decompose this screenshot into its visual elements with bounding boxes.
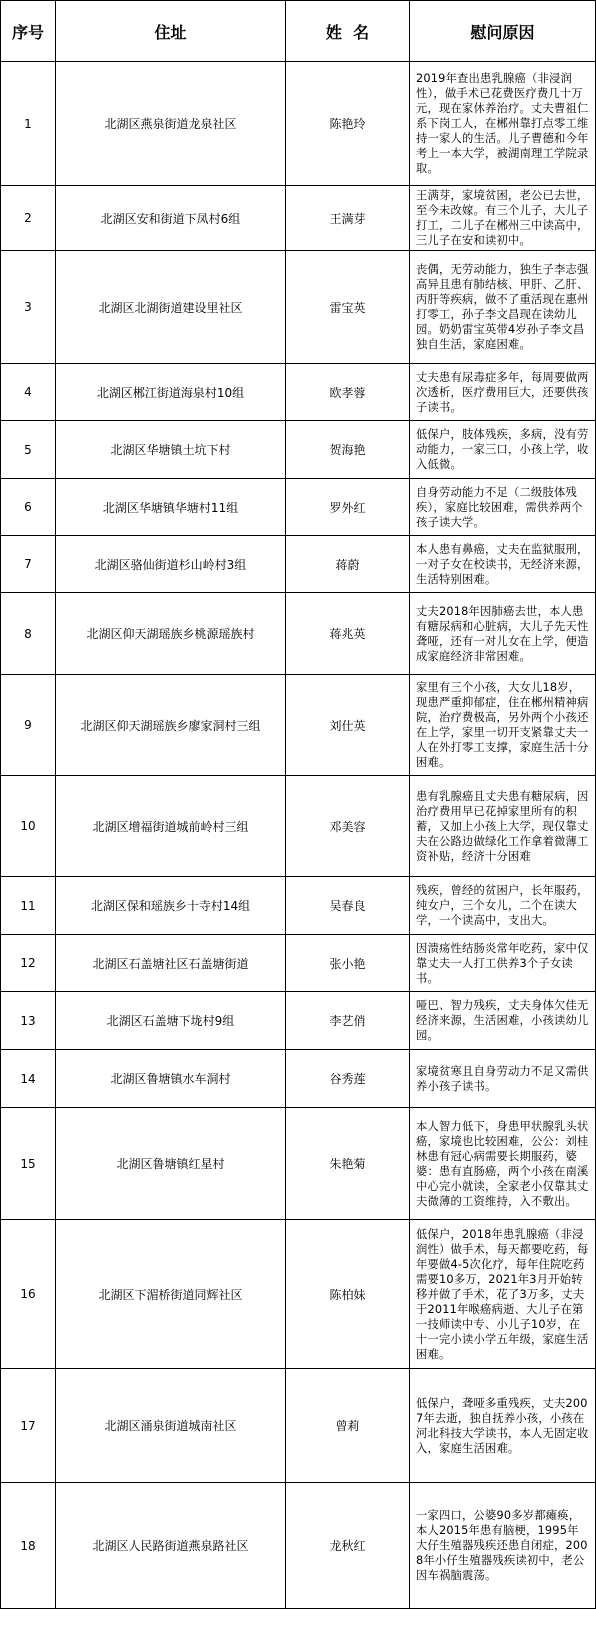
table-row <box>1 1108 596 1220</box>
row-address: 北湖区仰天湖瑶族乡桃源瑶族村 <box>56 593 286 675</box>
row-reason: 王满芽，家境贫困，老公已去世，至今未改嫁。有三个儿子，大儿子打工，二儿子在郴州三中读高中，三儿子在安和读初中。 <box>410 186 596 251</box>
header-name: 姓 名 <box>286 1 410 62</box>
row-reason: 丧偶，无劳动能力，独生子李志强高异且患有肺结核、甲肝、乙肝、丙肝等疾病，做不了重活现在惠州打零工，孙子李文昌现在读幼儿园。奶奶雷宝英带4岁孙子李文昌独自生活，家庭困难。 <box>410 251 596 364</box>
row-index: 11 <box>1 877 56 935</box>
row-address: 北湖区郴江街道海泉村10组 <box>56 364 286 421</box>
row-name: 罗外红 <box>286 479 410 536</box>
row-index: 8 <box>1 593 56 675</box>
row-address: 北湖区北湖街道建设里社区 <box>56 251 286 364</box>
row-address: 北湖区骆仙街道杉山岭村3组 <box>56 536 286 593</box>
table-row <box>1 877 596 935</box>
row-reason: 丈夫患有尿毒症多年，每周要做两次透析，医疗费用巨大，还要供孩子读书。 <box>410 364 596 421</box>
row-index: 16 <box>1 1220 56 1369</box>
row-reason: 低保户，肢体残疾，多病，没有劳动能力，一家三口，小孩上学，收入低微。 <box>410 421 596 479</box>
row-name: 曾莉 <box>286 1369 410 1483</box>
row-reason: 家里有三个小孩，大女儿18岁，现患严重抑郁症，住在郴州精神病院，治疗费极高，另外两个小孩还在上学，家里一切开支紧靠丈夫一人在外打零工支撑，家庭生活十分困难。 <box>410 675 596 776</box>
row-index: 4 <box>1 364 56 421</box>
row-index: 10 <box>1 776 56 877</box>
row-index: 15 <box>1 1108 56 1220</box>
row-name: 陈柏妹 <box>286 1220 410 1369</box>
row-reason: 2019年查出患乳腺癌（非浸润性），做手术已花费医疗费几十万元，现在家休养治疗。丈夫曹祖仁系下岗工人，在郴州靠打点零工维持一家人的生活。儿子曹德和今年考上一本大学，被湖南理工学院录取。 <box>410 62 596 186</box>
row-index: 13 <box>1 992 56 1050</box>
row-index: 5 <box>1 421 56 479</box>
row-reason: 患有乳腺癌且丈夫患有糖尿病，因治疗费用早已花掉家里所有的积蓄，又加上小孩上大学，现仅靠丈夫在公路边做绿化工作拿着微薄工资补贴，经济十分困难 <box>410 776 596 877</box>
row-name: 蒋蔚 <box>286 536 410 593</box>
row-index: 3 <box>1 251 56 364</box>
row-index: 6 <box>1 479 56 536</box>
row-address: 北湖区鲁塘镇红星村 <box>56 1108 286 1220</box>
row-name: 陈艳玲 <box>286 62 410 186</box>
row-address: 北湖区华塘镇华塘村11组 <box>56 479 286 536</box>
row-reason: 自身劳动能力不足（二级肢体残疾），家庭比较困难，需供养两个孩子读大学。 <box>410 479 596 536</box>
table-row <box>1 675 596 776</box>
row-index: 14 <box>1 1050 56 1108</box>
row-name: 朱艳菊 <box>286 1108 410 1220</box>
row-reason: 残疾，曾经的贫困户，长年服药，纯女户，三个女儿，二个在读大学，一个读高中，支出大。 <box>410 877 596 935</box>
table-row <box>1 1220 596 1369</box>
row-reason: 哑巴、智力残疾，丈夫身体欠佳无经济来源，生活困难，小孩读幼儿园。 <box>410 992 596 1050</box>
table-row <box>1 62 596 186</box>
row-name: 王满芽 <box>286 186 410 251</box>
row-reason: 家境贫寒且自身劳动力不足又需供养小孩子读书。 <box>410 1050 596 1108</box>
row-name: 谷秀莲 <box>286 1050 410 1108</box>
row-address: 北湖区鲁塘镇水车洞村 <box>56 1050 286 1108</box>
table-row <box>1 776 596 877</box>
row-address: 北湖区石盖塘下垅村9组 <box>56 992 286 1050</box>
row-address: 北湖区华塘镇土坑下村 <box>56 421 286 479</box>
table-row <box>1 935 596 992</box>
table-row <box>1 992 596 1050</box>
row-address: 北湖区石盖塘社区石盖塘街道 <box>56 935 286 992</box>
table-row <box>1 251 596 364</box>
row-address: 北湖区增福街道城前岭村三组 <box>56 776 286 877</box>
row-name: 龙秋红 <box>286 1483 410 1609</box>
row-reason: 低保户，聋哑多重残疾，丈夫2007年去逝，独自抚养小孩，小孩在河北科技大学读书，本人无固定收入，家庭生活困难。 <box>410 1369 596 1483</box>
row-address: 北湖区下湄桥街道同辉社区 <box>56 1220 286 1369</box>
row-reason: 丈夫2018年因肺癌去世，本人患有糖尿病和心脏病，大儿子先天性聋哑，还有一对儿女在上学，便造成家庭经济非常困难。 <box>410 593 596 675</box>
table-row <box>1 1050 596 1108</box>
table-row <box>1 479 596 536</box>
row-address: 北湖区涌泉街道城南社区 <box>56 1369 286 1483</box>
row-index: 2 <box>1 186 56 251</box>
row-index: 12 <box>1 935 56 992</box>
row-name: 蒋兆英 <box>286 593 410 675</box>
table-row <box>1 364 596 421</box>
row-index: 18 <box>1 1483 56 1609</box>
row-name: 刘仕英 <box>286 675 410 776</box>
row-name: 李艺俏 <box>286 992 410 1050</box>
row-reason: 低保户，2018年患乳腺癌（非浸润性）做手术，每天都要吃药，每年要做4-5次化疗，每年住院吃药需要10多万，2021年3月开始转移并做了手术，花了3万多，丈夫于2011年喉癌病逝、大儿子在第一技师读中专、小儿子10岁，在十一完小读小学五年级，家庭生活困难。 <box>410 1220 596 1369</box>
row-address: 北湖区保和瑶族乡十寺村14组 <box>56 877 286 935</box>
row-name: 吴春良 <box>286 877 410 935</box>
row-reason: 因溃疡性结肠炎常年吃药，家中仅靠丈夫一人打工供养3个子女读书。 <box>410 935 596 992</box>
row-reason: 本人智力低下，身患甲状腺乳头状癌，家境也比较困难，公公：刘桂林患有冠心病需要长期服药，婆婆：患有直肠癌，两个小孩在南溪中心完小就读，全家老小仅靠其丈夫微薄的工资维持，入不敷出。 <box>410 1108 596 1220</box>
row-name: 雷宝英 <box>286 251 410 364</box>
table-row <box>1 421 596 479</box>
row-name: 邓美容 <box>286 776 410 877</box>
row-index: 9 <box>1 675 56 776</box>
table-row <box>1 593 596 675</box>
header-row <box>1 1 596 62</box>
row-index: 17 <box>1 1369 56 1483</box>
header-address: 住址 <box>56 1 286 62</box>
row-reason: 一家四口，公婆90多岁都瘫痪，本人2015年患有脑梗，1995年大仔生殖器残疾还患自闭症，2008年小仔生殖器残疾读初中，老公因车祸脑震荡。 <box>410 1483 596 1609</box>
row-address: 北湖区安和街道下凤村6组 <box>56 186 286 251</box>
row-index: 7 <box>1 536 56 593</box>
row-reason: 本人患有鼻癌，丈夫在监狱服刑，一对子女在校读书，无经济来源，生活特别困难。 <box>410 536 596 593</box>
table-row <box>1 1483 596 1609</box>
table-row <box>1 1369 596 1483</box>
table-row <box>1 186 596 251</box>
header-index: 序号 <box>1 1 56 62</box>
row-address: 北湖区仰天湖瑶族乡廖家洞村三组 <box>56 675 286 776</box>
row-name: 贺海艳 <box>286 421 410 479</box>
table-row <box>1 536 596 593</box>
row-name: 张小艳 <box>286 935 410 992</box>
row-name: 欧孝蓉 <box>286 364 410 421</box>
row-address: 北湖区人民路街道燕泉路社区 <box>56 1483 286 1609</box>
row-address: 北湖区燕泉街道龙泉社区 <box>56 62 286 186</box>
table-body <box>1 62 596 1609</box>
header-reason: 慰问原因 <box>410 1 596 62</box>
row-index: 1 <box>1 62 56 186</box>
